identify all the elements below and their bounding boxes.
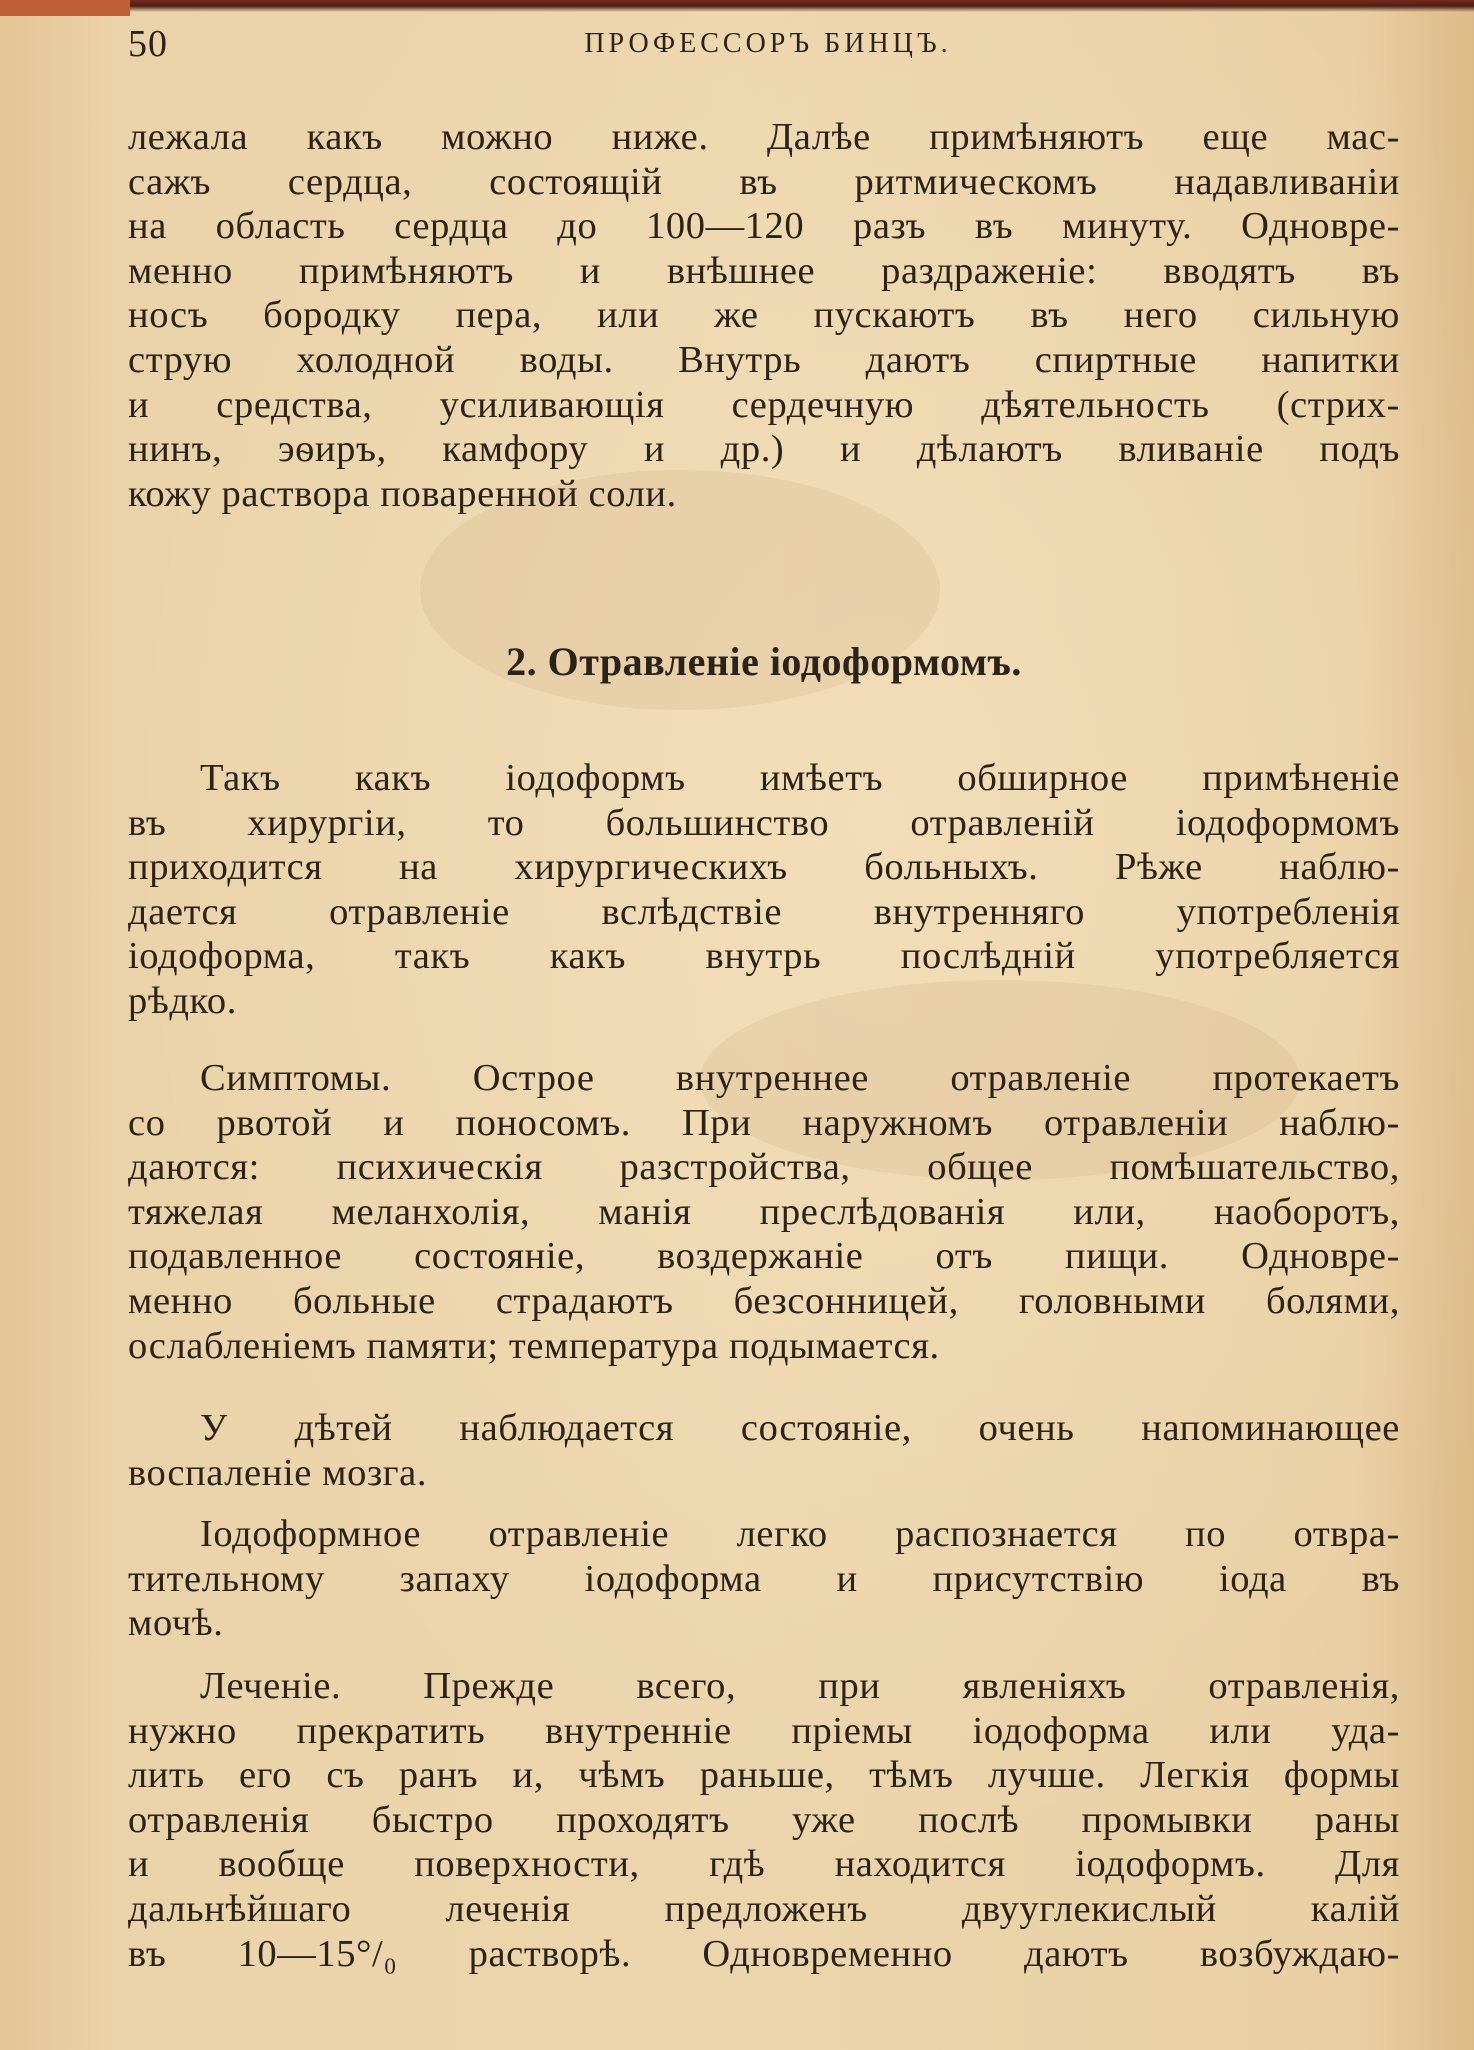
text-line: и средства, усиливающія сердечную дѣятельность (стрих-	[128, 383, 1400, 426]
running-title: ПРОФЕССОРЪ БИНЦЪ.	[584, 28, 952, 59]
section-heading: 2. Отравленіе іодоформомъ.	[506, 639, 1022, 684]
text-line: нинъ, эѳиръ, камфору и др.) и дѣлаютъ вливаніе подъ	[128, 428, 1400, 471]
text-line: струю холодной воды. Внутрь даютъ спиртные напитки	[128, 338, 1400, 381]
paragraph-symptoms	[128, 1056, 1400, 1368]
text-line: и вообще поверхности, гдѣ находится іодоформъ. Для	[128, 1843, 1400, 1886]
text-line: Леченіе. Прежде всего, при явленіяхъ отравленія,	[200, 1665, 1400, 1707]
text-line: приходится на хирургическихъ больныхъ. Рѣже наблю-	[128, 846, 1400, 889]
text-line: мочѣ.	[128, 1602, 224, 1645]
text-line: рѣдко.	[128, 979, 237, 1022]
text-line: на область сердца до 100—120 разъ въ минуту. Одновре-	[128, 205, 1400, 248]
text-line: лить его съ ранъ и, чѣмъ раньше, тѣмъ лучше. Легкія формы	[128, 1754, 1400, 1797]
text-line: сажъ сердца, состоящій въ ритмическомъ надавливаніи	[128, 160, 1400, 203]
text-line: Симптомы. Острое внутреннее отравленіе протекаетъ	[200, 1057, 1400, 1099]
paragraph-intro	[128, 756, 1400, 1024]
text-line: отравленія быстро проходятъ уже послѣ промывки раны	[128, 1798, 1400, 1841]
page-number: 50	[128, 23, 168, 65]
text-line: воспаленіе мозга.	[128, 1451, 428, 1494]
text-line: У дѣтей наблюдается состояніе, очень напоминающее	[200, 1407, 1400, 1449]
running-head	[128, 22, 1408, 72]
text-line: въ хирургіи, то большинство отравленій іодоформомъ	[128, 801, 1400, 844]
text-line: въ 10—15°/₀ растворѣ. Одновременно даютъ возбуждаю-	[128, 1932, 1400, 1975]
paragraph-treatment	[128, 1664, 1400, 1976]
text-line: даются: психическія разстройства, общее помѣшательство,	[128, 1146, 1400, 1189]
text-line: іодоформа, такъ какъ внутрь послѣдній употребляется	[128, 935, 1400, 978]
text-line: Такъ какъ іодоформъ имѣетъ обширное примѣненіе	[200, 757, 1400, 799]
paragraph-children	[128, 1406, 1400, 1495]
text-line: ослабленіемъ памяти; температура подымается.	[128, 1324, 940, 1367]
text-line: со рвотой и поносомъ. При наружномъ отравленіи наблю-	[128, 1101, 1400, 1144]
paragraph-continuation	[128, 115, 1400, 516]
page-corner-mark	[0, 0, 130, 16]
text-line: менно больные страдаютъ безсонницей, головными болями,	[128, 1279, 1400, 1322]
text-line: нужно прекратить внутренніе пріемы іодоформа или уда-	[128, 1709, 1400, 1752]
text-line: тительному запаху іодоформа и присутствію іода въ	[128, 1557, 1400, 1600]
paragraph-diagnosis	[128, 1512, 1400, 1646]
text-line: дальнѣйшаго леченія предложенъ двууглекислый калій	[128, 1887, 1400, 1930]
text-line: дается отравленіе вслѣдствіе внутренняго употребленія	[128, 890, 1400, 933]
page-top-edge	[0, 0, 1474, 12]
text-line: носъ бородку пера, или же пускаютъ въ него сильную	[128, 294, 1400, 337]
text-line: кожу раствора поваренной соли.	[128, 472, 677, 515]
text-line: тяжелая меланхолія, манія преслѣдованія или, наоборотъ,	[128, 1190, 1400, 1233]
text-line: менно примѣняютъ и внѣшнее раздраженіе: вводятъ въ	[128, 249, 1400, 292]
text-line: лежала какъ можно ниже. Далѣе примѣняютъ еще мас-	[128, 116, 1400, 158]
text-line: Іодоформное отравленіе легко распознается по отвра-	[200, 1513, 1400, 1555]
text-line: подавленное состояніе, воздержаніе отъ пищи. Одновре-	[128, 1235, 1400, 1278]
